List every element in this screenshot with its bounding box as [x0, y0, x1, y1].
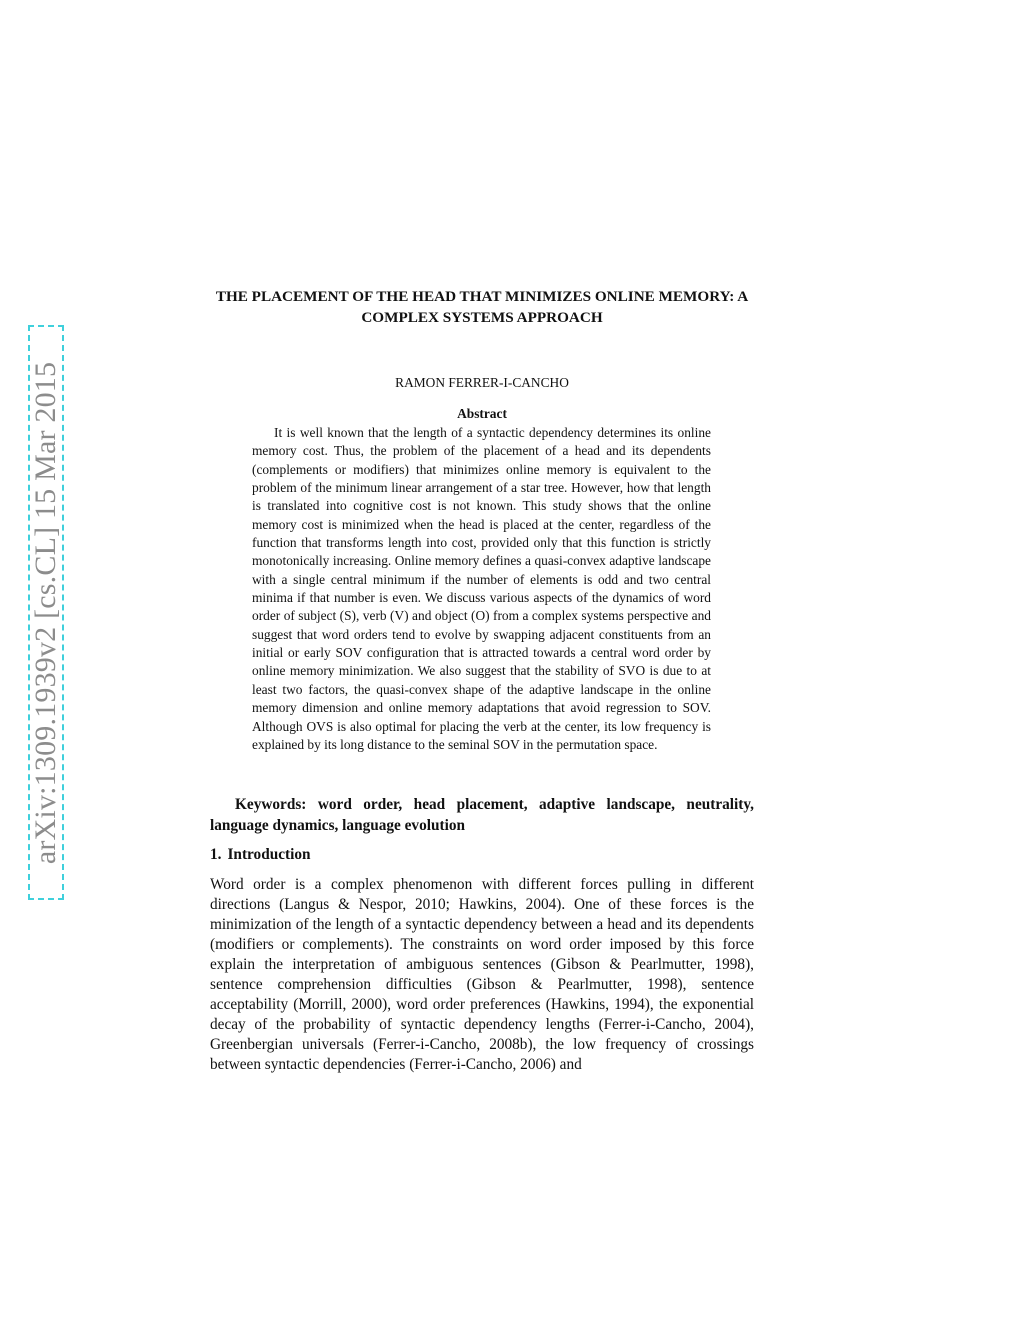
section-number: 1.	[210, 846, 222, 863]
abstract-text: It is well known that the length of a syntactic dependency determines its online memory cost. Thus, the problem of the placement of a head and its dependents (complements or modifiers) that minimizes online memory is equivalent to the problem of the minimum linear arrangement of a star tree. However, how that length is translated into cognitive cost is not known. This study shows that the online memory cost is minimized when the head is placed at the center, regardless of the function that transforms length into cost, provided only that this function is strictly monotonically increasing. Online memory defines a quasi-convex adaptive landscape with a single central minimum if the number of elements is odd and two central minima if that number is even. We discuss various aspects of the dynamics of word order of subject (S), verb (V) and object (O) from a complex systems perspective and suggest that word orders tend to evolve by swapping adjacent constituents from an initial or early SOV configuration that is attracted towards a central word order by online memory minimization. We also suggest that the stability of SVO is due to at least two factors, the quasi-convex shape of the adaptive landscape in the online memory dimension and online memory adaptations that avoid regression to SOV. Although OVS is also optimal for placing the verb at the center, its low frequency is explained by its long distance to the seminal SOV in the permutation space.	[252, 425, 711, 752]
section-title: Introduction	[227, 846, 311, 863]
introduction-text: Word order is a complex phenomenon with different forces pulling in different directions (Langus & Nespor, 2010; Hawkins, 2004). One of these forces is the minimization of the length of a syntactic dependency between a head and its dependents (modifiers or complements). The constraints on word order imposed by this force explain the interpretation of ambiguous sentences (Gibson & Pearlmutter, 1998), sentence comprehension difficulties (Gibson & Pearlmutter, 1998), sentence acceptability (Morrill, 2000), word order preferences (Hawkins, 1994), the exponential decay of the probability of syntactic dependency lengths (Ferrer-i-Cancho, 2004), Greenbergian universals (Ferrer-i-Cancho, 2008b), the low frequency of crossings between syntactic dependencies (Ferrer-i-Cancho, 2006) and	[210, 876, 754, 1073]
section-heading	[210, 845, 754, 865]
author-name: RAMON FERRER-I-CANCHO	[395, 375, 569, 390]
keywords: Keywords: word order, head placement, adaptive landscape, neutrality, language dynamics, language evolution	[210, 796, 754, 834]
abstract-heading: Abstract	[457, 406, 507, 421]
arxiv-stamp	[28, 325, 64, 900]
arxiv-identifier: arXiv:1309.1939v2 [cs.CL] 15 Mar 2015	[29, 361, 62, 864]
paper-title: THE PLACEMENT OF THE HEAD THAT MINIMIZES ONLINE MEMORY: A COMPLEX SYSTEMS APPROACH	[215, 288, 749, 326]
